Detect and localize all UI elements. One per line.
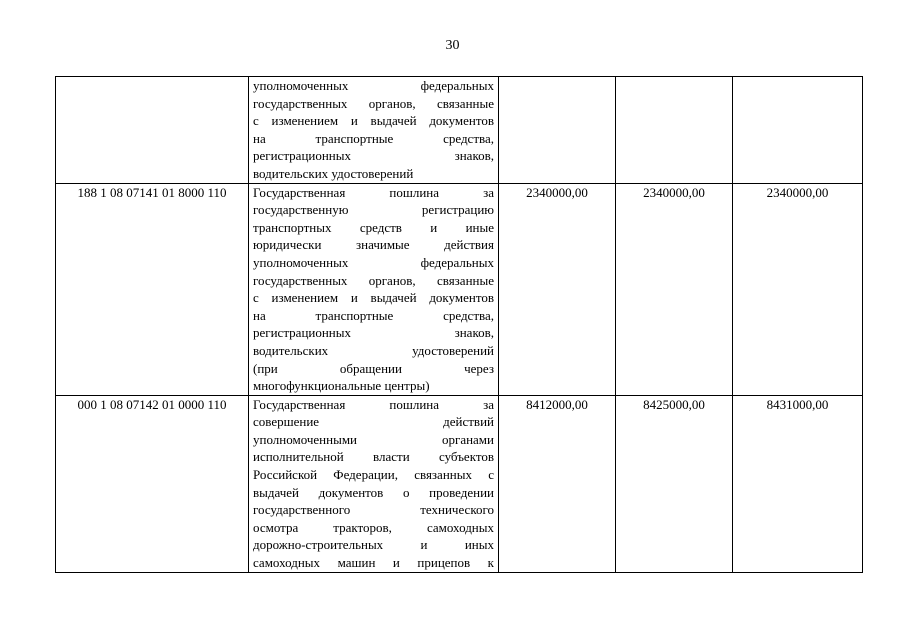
amount-cell: 2340000,00 (499, 183, 616, 395)
description-line: дорожно-строительных и иных (253, 537, 494, 553)
description-line: осмотра тракторов, самоходных (253, 519, 494, 535)
amount-cell: 8431000,00 (733, 395, 863, 572)
description-line: Российской Федерации, связанных с (253, 467, 494, 483)
amount-cell: 2340000,00 (616, 183, 733, 395)
description-line: уполномоченных федеральных (253, 78, 494, 93)
description-line: выдачей документов о проведении (253, 484, 494, 500)
description-line: самоходных машин и прицепов к (253, 555, 494, 571)
description-line: Государственная пошлина за (253, 396, 494, 412)
description-line: водительских удостоверений (253, 342, 494, 358)
description-line: Государственная пошлина за (253, 184, 494, 200)
description-line: водительских удостоверений (253, 165, 414, 181)
description-cell (249, 395, 499, 572)
budget-code-cell: 000 1 08 07142 01 0000 110 (56, 395, 249, 572)
description-line: совершение действий (253, 414, 494, 430)
budget-code-cell: 188 1 08 07141 01 8000 110 (56, 183, 249, 395)
amount-cell (733, 77, 863, 184)
amount-cell: 8412000,00 (499, 395, 616, 572)
description-line: с изменением и выдачей документов (253, 113, 494, 129)
amount-cell (499, 77, 616, 184)
description-line: регистрационных знаков, (253, 325, 494, 341)
description-line: транспортных средств и иные (253, 219, 494, 235)
description-line: государственную регистрацию (253, 202, 494, 218)
amount-cell: 8425000,00 (616, 395, 733, 572)
table-row (56, 183, 863, 395)
table-row (56, 395, 863, 572)
description-line: уполномоченными органами (253, 431, 494, 447)
table-row (56, 77, 863, 184)
description-cell (249, 183, 499, 395)
budget-table (55, 76, 863, 573)
description-line: уполномоченных федеральных (253, 254, 494, 270)
description-line: государственных органов, связанные (253, 95, 494, 111)
description-line: с изменением и выдачей документов (253, 290, 494, 306)
description-line: на транспортные средства, (253, 307, 494, 323)
description-line: юридически значимые действия (253, 237, 494, 253)
description-line: государственных органов, связанные (253, 272, 494, 288)
amount-cell (616, 77, 733, 184)
description-line: многофункциональные центры) (253, 378, 430, 394)
description-line: на транспортные средства, (253, 130, 494, 146)
description-line: (при обращении через (253, 360, 494, 376)
description-line: государственного технического (253, 502, 494, 518)
description-line: регистрационных знаков, (253, 148, 494, 164)
amount-cell: 2340000,00 (733, 183, 863, 395)
description-line: исполнительной власти субъектов (253, 449, 494, 465)
budget-code-cell (56, 77, 249, 184)
description-cell (249, 77, 499, 184)
page-number: 30 (445, 38, 460, 53)
